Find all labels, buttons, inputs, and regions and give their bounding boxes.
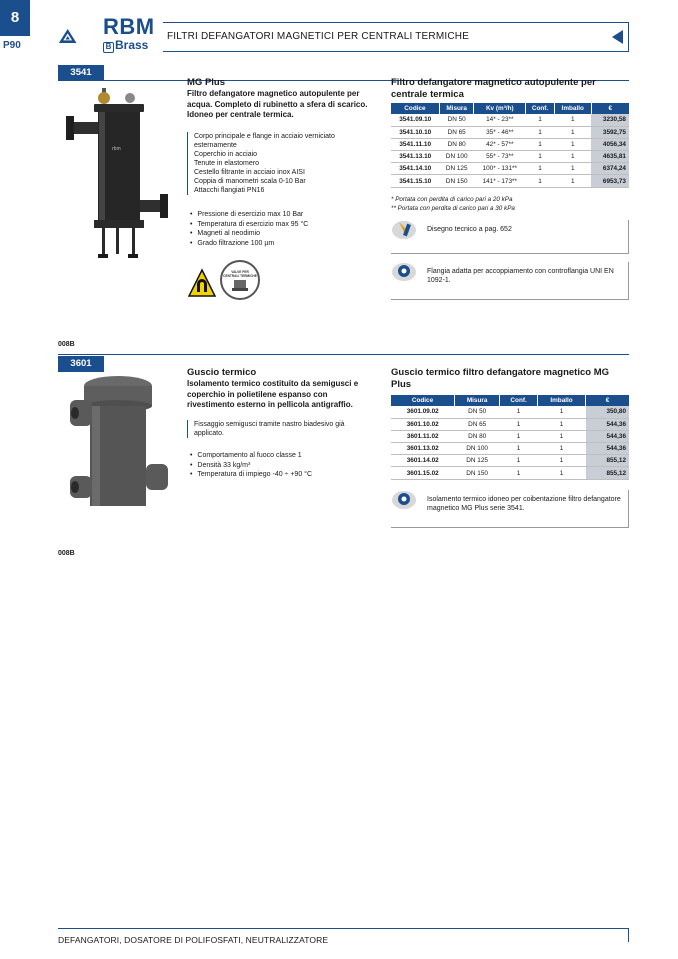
shell-specs [187, 420, 372, 438]
spec-line: Attacchi flangiati PN16 [194, 187, 265, 194]
cell-size: DN 65 [439, 126, 474, 138]
section-divider [58, 354, 629, 355]
spec-line: Cestello filtrante in acciaio inox AISI [194, 169, 305, 176]
mg-plus-table-title: Filtro defangatore magnetico autopulente per centrale termica [391, 77, 596, 100]
brand-sub-text: Brass [115, 38, 149, 52]
mg-plus-price-table [391, 103, 629, 188]
mg-plus-title: MG Plus [187, 77, 226, 88]
brand-sub-mark: B [103, 42, 114, 53]
cell-price: 544,36 [586, 430, 629, 442]
cell-code: 3601.15.02 [391, 467, 455, 479]
brand-name: RBM [103, 14, 155, 39]
flange-icon [391, 260, 421, 282]
feature-item: • Temperatura di esercizio max 95 °C [190, 220, 308, 230]
cell-size: DN 150 [439, 175, 474, 187]
cell-pack: 1 [537, 443, 585, 455]
spec-line: Fissaggio semigusci tramite nastro biadesivo già applicato. [194, 421, 345, 437]
mg-plus-specs [187, 132, 372, 195]
cell-code: 3541.09.10 [391, 114, 439, 126]
shell-description: Isolamento termico costituito da semigusci e coperchio in polietilene espanso con rivestimento esterno in pellicola antigraffio. [187, 379, 359, 409]
feature-item: • Temperatura di impiego -40 ÷ +90 °C [190, 470, 312, 480]
badge-text-line: CENTRALI TERMICHE [223, 274, 257, 278]
cell-pack: 1 [554, 126, 591, 138]
cell-price: 6953,73 [591, 175, 629, 187]
cell-pack: 1 [554, 151, 591, 163]
spec-line: Corpo principale e flange in acciaio verniciato esternamente [194, 133, 335, 149]
cell-size: DN 150 [455, 467, 500, 479]
product-code-tab: 3541 [58, 65, 104, 81]
cell-conf: 1 [500, 455, 538, 467]
info-shell-text: Isolamento termico idoneo per coibentazione filtro defangatore magnetico MG Plus serie 3541. [427, 496, 621, 512]
cell-pack: 1 [554, 138, 591, 150]
cell-kv: 35* - 46** [474, 126, 526, 138]
shell-features [190, 451, 312, 480]
info-box-shell [391, 490, 629, 528]
thermal-shell-image [66, 372, 170, 512]
cell-kv: 100* - 131** [474, 163, 526, 175]
shell-table-title: Guscio termico filtro defangatore magnetico MG Plus [391, 367, 610, 390]
thermal-plant-badge [220, 260, 260, 300]
product-label: rbm [112, 146, 121, 152]
feature-item: • Comportamento al fuoco classe 1 [190, 451, 312, 461]
cell-pack: 1 [537, 430, 585, 442]
magnet-warning-icon [187, 268, 217, 298]
table-row [391, 138, 629, 150]
chapter-tab: 8 [0, 0, 30, 36]
col-size: Misura [455, 395, 500, 406]
cell-price: 4635,81 [591, 151, 629, 163]
page-number: P90 [3, 40, 21, 51]
shell-price-table [391, 395, 629, 480]
boiler-icon [232, 280, 248, 292]
cell-code: 3541.10.10 [391, 126, 439, 138]
cell-price: 4056,34 [591, 138, 629, 150]
table-row [391, 430, 629, 442]
mg-plus-features [190, 210, 308, 248]
cell-pack: 1 [537, 418, 585, 430]
spec-line: Coperchio in acciaio [194, 151, 258, 158]
cell-price: 544,36 [586, 443, 629, 455]
section-code: 008B [58, 341, 75, 348]
cell-size: DN 80 [455, 430, 500, 442]
brand-sub [103, 39, 148, 53]
cell-size: DN 125 [455, 455, 500, 467]
table-row [391, 151, 629, 163]
cell-conf: 1 [526, 138, 555, 150]
table-row [391, 406, 629, 418]
cell-conf: 1 [500, 467, 538, 479]
cell-kv: 141* - 173** [474, 175, 526, 187]
info-drawing-text: Disegno tecnico a pag. 652 [427, 226, 512, 233]
col-price: € [591, 103, 629, 114]
info-flange-text: Flangia adatta per accoppiamento con controflangia UNI EN 1092-1. [427, 268, 614, 284]
cell-size: DN 65 [455, 418, 500, 430]
drawing-tool-icon [391, 218, 421, 240]
cell-pack: 1 [537, 467, 585, 479]
table-row [391, 467, 629, 479]
cell-kv: 55* - 73** [474, 151, 526, 163]
cell-code: 3601.14.02 [391, 455, 455, 467]
cell-code: 3601.09.02 [391, 406, 455, 418]
flange-icon [391, 488, 421, 510]
cell-conf: 1 [526, 175, 555, 187]
cell-code: 3601.13.02 [391, 443, 455, 455]
table-row [391, 114, 629, 126]
cell-conf: 1 [526, 114, 555, 126]
cell-code: 3601.10.02 [391, 418, 455, 430]
cell-pack: 1 [537, 406, 585, 418]
col-price: € [586, 395, 629, 406]
cell-code: 3541.13.10 [391, 151, 439, 163]
cell-price: 855,12 [586, 467, 629, 479]
col-pack: Imballo [554, 103, 591, 114]
feature-item: • Magneti al neodimio [190, 229, 308, 239]
feature-item: • Pressione di esercizio max 10 Bar [190, 210, 308, 220]
section-code: 008B [58, 550, 75, 557]
cell-code: 3541.11.10 [391, 138, 439, 150]
col-conf: Conf. [526, 103, 555, 114]
cell-size: DN 100 [455, 443, 500, 455]
footnotes [391, 196, 515, 213]
cell-price: 3230,58 [591, 114, 629, 126]
cell-conf: 1 [500, 430, 538, 442]
info-box-drawing [391, 220, 629, 254]
col-size: Misura [439, 103, 474, 114]
cell-price: 544,36 [586, 418, 629, 430]
cell-conf: 1 [526, 126, 555, 138]
cell-price: 3592,75 [591, 126, 629, 138]
cell-code: 3541.15.10 [391, 175, 439, 187]
info-box-flange [391, 262, 629, 300]
footer-title: DEFANGATORI, DOSATORE DI POLIFOSFATI, NEUTRALIZZATORE [58, 935, 329, 945]
cell-conf: 1 [500, 443, 538, 455]
cell-kv: 42* - 57** [474, 138, 526, 150]
cell-pack: 1 [554, 163, 591, 175]
cell-size: DN 100 [439, 151, 474, 163]
footnote: * Portata con perdita di carico pari a 20 kPa [391, 196, 513, 203]
footnote: ** Portata con perdita di carico pari a 30 kPa [391, 204, 515, 212]
header-title: FILTRI DEFANGATORI MAGNETICI PER CENTRALI TERMICHE [167, 31, 470, 42]
col-code: Codice [391, 103, 439, 114]
cell-conf: 1 [526, 163, 555, 175]
table-row [391, 418, 629, 430]
product-code-tab: 3601 [58, 356, 104, 372]
mg-plus-description: Filtro defangatore magnetico autopulente per acqua. Completo di rubinetto a sfera di scarico. Idoneo per centrale termica. [187, 89, 368, 119]
mg-plus-filter-image [58, 82, 170, 264]
cell-size: DN 125 [439, 163, 474, 175]
cell-pack: 1 [554, 114, 591, 126]
col-conf: Conf. [500, 395, 538, 406]
cell-pack: 1 [554, 175, 591, 187]
cell-pack: 1 [537, 455, 585, 467]
table-row [391, 163, 629, 175]
cell-conf: 1 [500, 406, 538, 418]
col-pack: Imballo [537, 395, 585, 406]
spec-line: Coppia di manometri scala 0-10 Bar [194, 178, 306, 185]
feature-item: • Densità 33 kg/m³ [190, 461, 312, 471]
cell-price: 855,12 [586, 455, 629, 467]
cell-size: DN 50 [455, 406, 500, 418]
table-row [391, 126, 629, 138]
table-row [391, 175, 629, 187]
badge-text-line: VALVE PER [231, 270, 249, 274]
table-row [391, 455, 629, 467]
feature-item: • Grado filtrazione 100 µm [190, 239, 308, 249]
spec-line: Tenute in elastomero [194, 160, 259, 167]
cell-price: 6374,24 [591, 163, 629, 175]
col-code: Codice [391, 395, 455, 406]
rbm-logo-icon [58, 18, 102, 54]
cell-price: 350,80 [586, 406, 629, 418]
shell-title: Guscio termico [187, 367, 257, 378]
cell-conf: 1 [526, 151, 555, 163]
cell-size: DN 80 [439, 138, 474, 150]
cell-size: DN 50 [439, 114, 474, 126]
back-arrow-icon[interactable] [612, 30, 623, 44]
cell-code: 3541.14.10 [391, 163, 439, 175]
cell-conf: 1 [500, 418, 538, 430]
cell-code: 3601.11.02 [391, 430, 455, 442]
table-row [391, 443, 629, 455]
col-kv: Kv (m³/h) [474, 103, 526, 114]
cell-kv: 14* - 23** [474, 114, 526, 126]
